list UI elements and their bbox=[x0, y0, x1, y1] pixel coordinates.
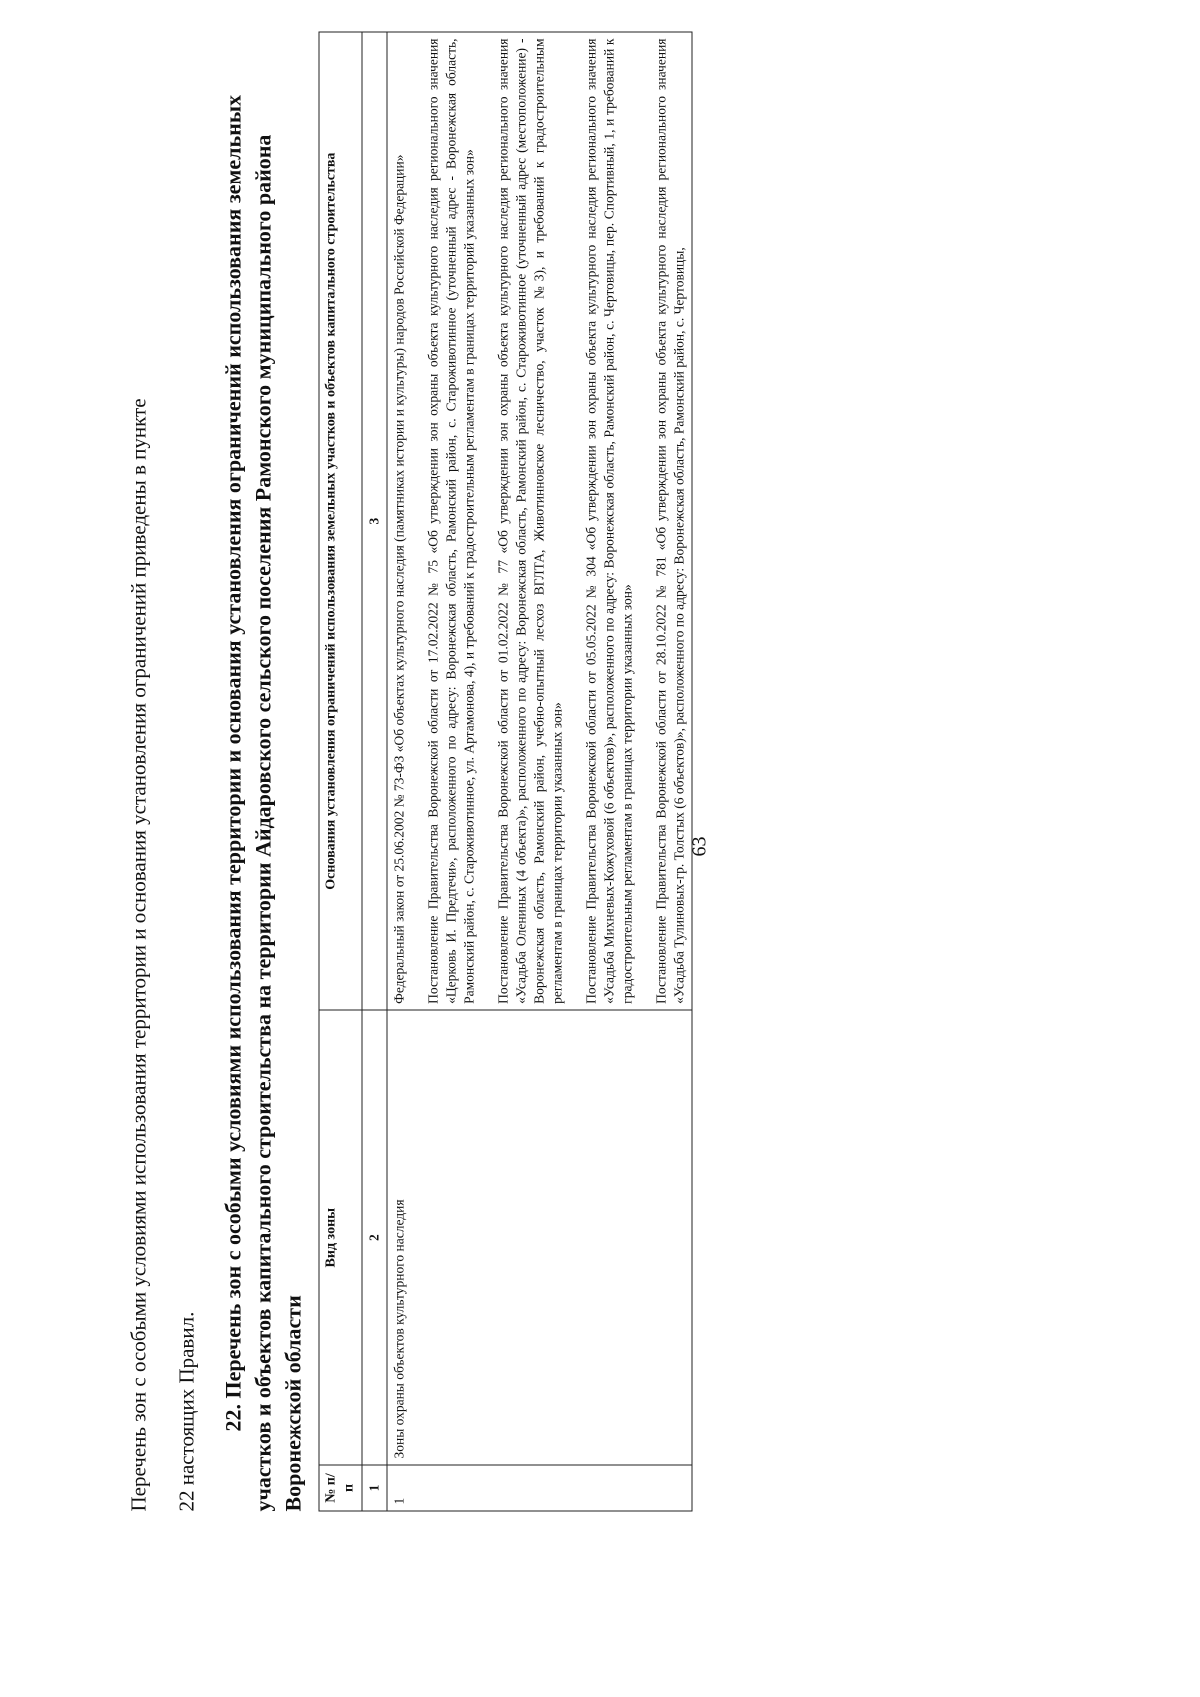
column-number-row bbox=[362, 32, 387, 1511]
header-number: № п/п bbox=[319, 1465, 362, 1511]
header-zone-type: Вид зоны bbox=[319, 1010, 362, 1465]
rotated-content bbox=[1, 0, 1200, 1697]
zone-type-cell: Зоны охраны объектов культурного наследия bbox=[387, 1010, 692, 1465]
intro-line-1: Перечень зон с особыми условиями использования территории и основания установления ограничений приведены в пункте bbox=[126, 398, 151, 1512]
column-number: 3 bbox=[362, 32, 387, 1010]
row-number: 1 bbox=[387, 1465, 692, 1511]
basis-item: Постановление Правительства Воронежской области от 05.05.2022 № 304 «Об утверждении зон охраны объекта культурного наследия регионального значения «Усадьба Михневых-Кожуховой (6 объектов)», расположенного по адресу: Воронежская область, Рамонский район, с. Чертовицы, пер. Спортивный, 1, и требований к градостроительным регламентам в границах территории указанных зон» bbox=[583, 38, 635, 1004]
basis-item: Постановление Правительства Воронежской области от 17.02.2022 № 75 «Об утверждении зон охраны объекта культурного наследия регионального значения «Церковь И. Предтечи», расположенного по адресу: Воронежская область, Рамонский район, с. Староживотинное (уточненный адрес - Воронежская область, Рамонский район, с. Староживотинное, ул. Артамонова, 4), и требований к градостроительным регламентам в границах территорий указанных зон» bbox=[425, 38, 477, 1004]
section-heading bbox=[219, 32, 309, 1512]
table-row bbox=[387, 32, 692, 1511]
header-basis: Основания установления ограничений использования земельных участков и объектов капитального строительства bbox=[319, 32, 362, 1010]
section-heading-text: 22. Перечень зон с особыми условиями использования территории и основания установления ограничений использования земельных участков и объектов капитального строительства на территории Айдаровского сельского поселения Рамонского муниципального района Воронежской области bbox=[220, 95, 306, 1512]
intro-paragraph bbox=[119, 32, 207, 1512]
intro-line-2: 22 настоящих Правил. bbox=[174, 1311, 199, 1512]
page-number: 63 bbox=[688, 836, 711, 857]
basis-cell bbox=[387, 32, 692, 1010]
column-number: 1 bbox=[362, 1465, 387, 1511]
basis-item: Постановление Правительства Воронежской области от 28.10.2022 № 781 «Об утверждении зон охраны объекта культурного наследия регионального значения «Усадьба Тулиновых-гр. Толстых (6 объектов)», расположенного по адресу: Воронежская область, Рамонский район, с. Чертовицы, bbox=[653, 38, 687, 1004]
zones-table bbox=[319, 32, 693, 1512]
basis-item: Постановление Правительства Воронежской области от 01.02.2022 № 77 «Об утверждении зон охраны объекта культурного наследия регионального значения «Усадьба Олениных (4 объекта)», расположенного по адресу: Воронежская область, Рамонский район, с. Староживотинное (уточненный адрес (местоположение) - Воронежская область, Рамонский район, учебно-опытный лесхоз ВГЛТА, Животинновское лесничество, участок №3), и требований к градостроительным регламентам в границах территории указанных зон» bbox=[495, 38, 565, 1004]
basis-item: Федеральный закон от 25.06.2002 № 73-ФЗ «Об объектах культурного наследия (памятниках истории и культуры) народов Российской Федерации» bbox=[391, 154, 407, 1004]
column-number: 2 bbox=[362, 1010, 387, 1465]
table-header-row bbox=[319, 32, 362, 1511]
